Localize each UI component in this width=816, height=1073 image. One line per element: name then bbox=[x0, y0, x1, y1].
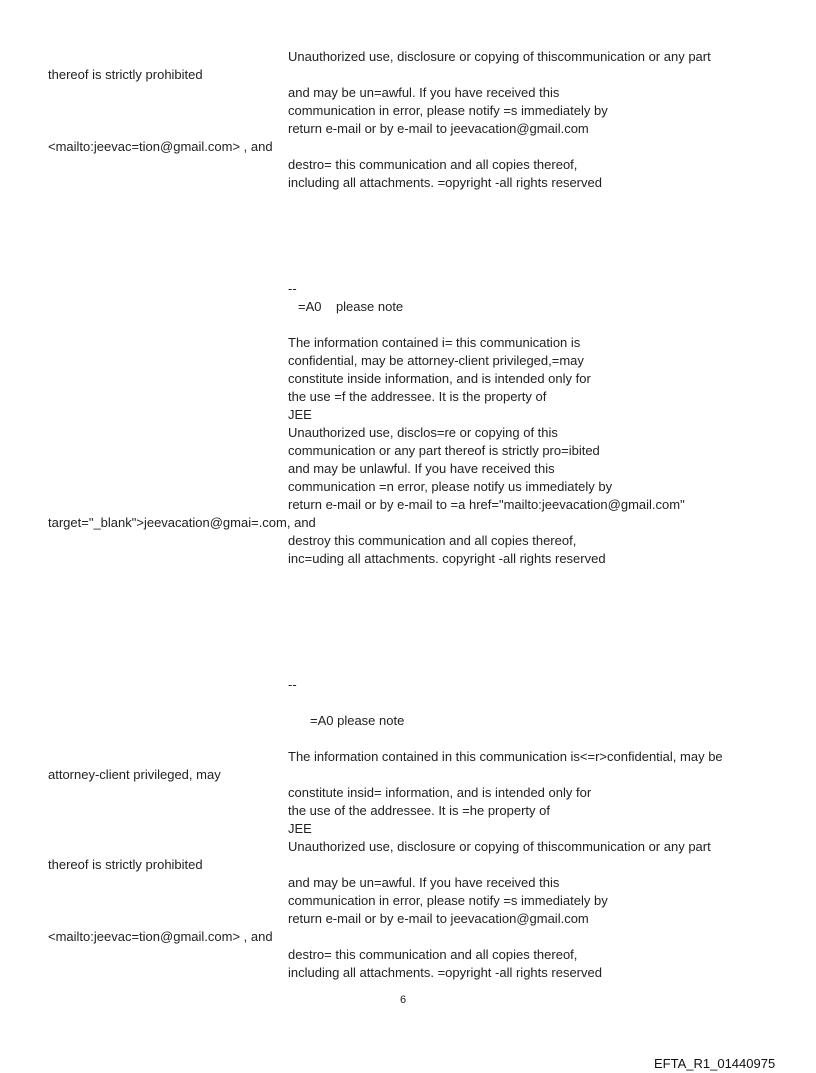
document-id: EFTA_R1_01440975 bbox=[654, 1056, 776, 1071]
disclaimer-line: Unauthorized use, disclosure or copying of thiscommunication or any part bbox=[288, 49, 711, 64]
disclaimer-line: <mailto:jeevac=tion@gmail.com> , and bbox=[48, 139, 273, 154]
disclaimer-line: Unauthorized use, disclos=re or copying of this bbox=[288, 425, 558, 440]
disclaimer-line: communication or any part thereof is strictly pro=ibited bbox=[288, 443, 600, 458]
disclaimer-line: thereof is strictly prohibited bbox=[48, 857, 203, 872]
disclaimer-line: destro= this communication and all copies thereof, bbox=[288, 157, 578, 172]
disclaimer-line: target="_blank">jeevacation@gmai=.com, and bbox=[48, 515, 316, 530]
disclaimer-line: constitute inside information, and is intended only for bbox=[288, 371, 591, 386]
disclaimer-line: inc=uding all attachments. copyright -all rights reserved bbox=[288, 551, 606, 566]
separator: -- bbox=[288, 281, 297, 296]
disclaimer-line: The information contained in this communication is<=r>confidential, may be bbox=[288, 749, 723, 764]
disclaimer-line: the use of the addressee. It is =he property of bbox=[288, 803, 550, 818]
disclaimer-line: return e-mail or by e-mail to jeevacation@gmail.com bbox=[288, 911, 589, 926]
disclaimer-line: The information contained i= this communication is bbox=[288, 335, 581, 350]
disclaimer-line: JEE bbox=[288, 821, 312, 836]
disclaimer-line: constitute insid= information, and is intended only for bbox=[288, 785, 592, 800]
disclaimer-line: and may be unlawful. If you have received this bbox=[288, 461, 555, 476]
disclaimer-line: including all attachments. =opyright -all rights reserved bbox=[288, 175, 602, 190]
disclaimer-line: and may be un=awful. If you have received this bbox=[288, 85, 560, 100]
disclaimer-line: including all attachments. =opyright -all rights reserved bbox=[288, 965, 602, 980]
page-number: 6 bbox=[400, 994, 407, 1006]
disclaimer-line: and may be un=awful. If you have received this bbox=[288, 875, 560, 890]
please-note-line: =A0 please note bbox=[310, 713, 405, 728]
disclaimer-line: the use =f the addressee. It is the property of bbox=[288, 389, 547, 404]
disclaimer-line: attorney-client privileged, may bbox=[48, 767, 221, 782]
disclaimer-line: return e-mail or by e-mail to jeevacation@gmail.com bbox=[288, 121, 589, 136]
disclaimer-line: return e-mail or by e-mail to =a href="mailto:jeevacation@gmail.com" bbox=[288, 497, 685, 512]
separator: -- bbox=[288, 677, 297, 692]
disclaimer-line: thereof is strictly prohibited bbox=[48, 67, 203, 82]
disclaimer-line: communication in error, please notify =s immediately by bbox=[288, 103, 608, 118]
disclaimer-line: JEE bbox=[288, 407, 312, 422]
disclaimer-line: communication =n error, please notify us immediately by bbox=[288, 479, 613, 494]
please-note-line: =A0 please note bbox=[298, 299, 404, 314]
disclaimer-line: communication in error, please notify =s immediately by bbox=[288, 893, 608, 908]
disclaimer-line: confidential, may be attorney-client privileged,=may bbox=[288, 353, 584, 368]
disclaimer-line: Unauthorized use, disclosure or copying of thiscommunication or any part bbox=[288, 839, 711, 854]
disclaimer-line: <mailto:jeevac=tion@gmail.com> , and bbox=[48, 929, 273, 944]
disclaimer-line: destroy this communication and all copies thereof, bbox=[288, 533, 577, 548]
disclaimer-line: destro= this communication and all copies thereof, bbox=[288, 947, 578, 962]
